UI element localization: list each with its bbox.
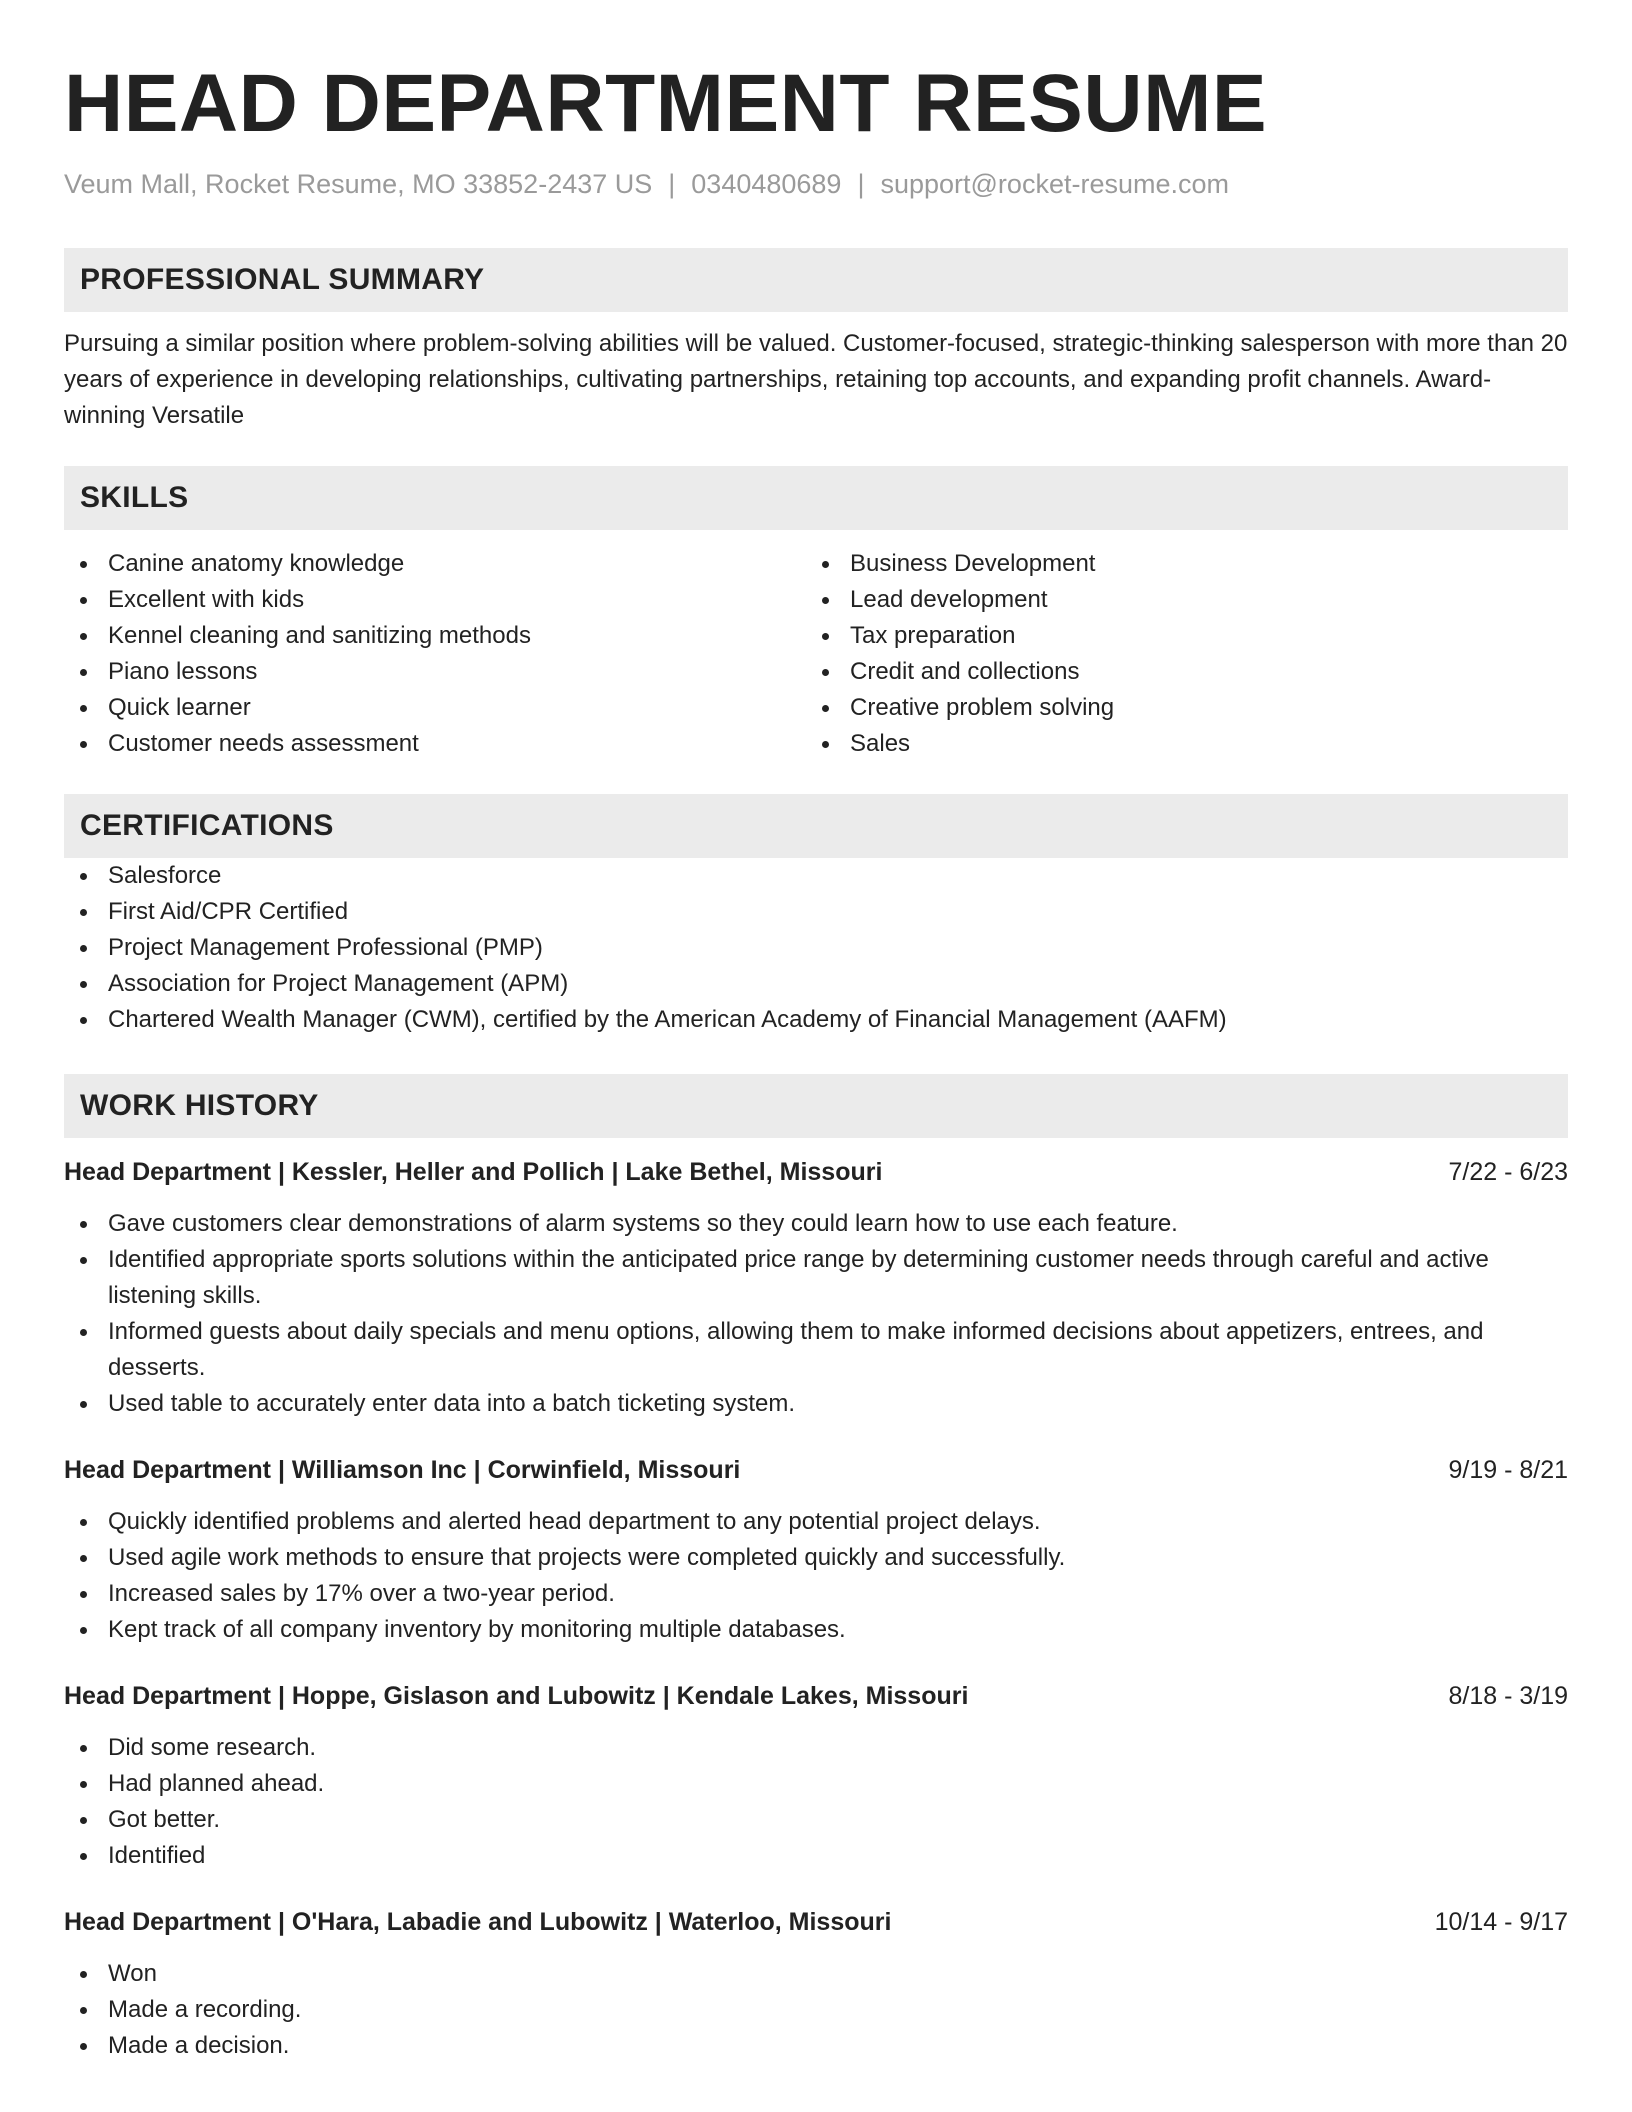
skills-list-left [64, 546, 806, 762]
skill-item: Canine anatomy knowledge [64, 546, 806, 582]
contact-separator: | [668, 169, 676, 199]
job-bullets [64, 1730, 1568, 1874]
skill-item: Customer needs assessment [64, 726, 806, 762]
work-history-header [64, 1074, 1568, 1138]
job-bullet: Informed guests about daily specials and menu options, allowing them to make informed decisions about appetizers, entrees, and desserts. [64, 1314, 1568, 1386]
job-entry [64, 1678, 1568, 1874]
summary-header [64, 248, 1568, 312]
skills-heading: SKILLS [80, 481, 189, 514]
job-dates: 10/14 - 9/17 [1434, 1908, 1568, 1936]
skills-list-right [806, 546, 1548, 762]
summary-heading: PROFESSIONAL SUMMARY [80, 263, 485, 296]
job-header [64, 1678, 1568, 1714]
resume-page [64, 0, 1568, 2064]
job-dates: 9/19 - 8/21 [1448, 1456, 1568, 1484]
job-bullet: Identified appropriate sports solutions within the anticipated price range by determining customer needs through careful and active listening skills. [64, 1242, 1568, 1314]
resume-title: HEAD DEPARTMENT RESUME [64, 58, 1268, 149]
job-bullet: Won [64, 1956, 1568, 1992]
job-title: Head Department | O'Hara, Labadie and Lubowitz | Waterloo, Missouri [64, 1908, 892, 1936]
contact-email: support@rocket-resume.com [880, 169, 1229, 199]
skill-item: Sales [806, 726, 1548, 762]
skill-item: Tax preparation [806, 618, 1548, 654]
job-bullet: Quickly identified problems and alerted head department to any potential project delays. [64, 1504, 1568, 1540]
skills-section [64, 466, 1568, 762]
certification-item: Project Management Professional (PMP) [64, 930, 1568, 966]
work-history-heading: WORK HISTORY [80, 1089, 319, 1122]
contact-line [64, 168, 1568, 200]
skills-grid [64, 546, 1568, 762]
job-title: Head Department | Kessler, Heller and Pollich | Lake Bethel, Missouri [64, 1158, 883, 1186]
skill-item: Creative problem solving [806, 690, 1548, 726]
job-dates: 8/18 - 3/19 [1448, 1682, 1568, 1710]
job-bullet: Identified [64, 1838, 1568, 1874]
skill-item: Credit and collections [806, 654, 1548, 690]
job-bullet: Used agile work methods to ensure that projects were completed quickly and successfully. [64, 1540, 1568, 1576]
summary-section [64, 248, 1568, 434]
job-bullets [64, 1206, 1568, 1422]
job-bullet: Used table to accurately enter data into a batch ticketing system. [64, 1386, 1568, 1422]
job-entry [64, 1904, 1568, 2064]
job-header [64, 1904, 1568, 1940]
job-bullet: Gave customers clear demonstrations of alarm systems so they could learn how to use each feature. [64, 1206, 1568, 1242]
job-bullet: Increased sales by 17% over a two-year period. [64, 1576, 1568, 1612]
skill-item: Piano lessons [64, 654, 806, 690]
job-header [64, 1452, 1568, 1488]
skill-item: Quick learner [64, 690, 806, 726]
job-bullet: Kept track of all company inventory by monitoring multiple databases. [64, 1612, 1568, 1648]
job-header [64, 1154, 1568, 1190]
job-entry [64, 1452, 1568, 1648]
certifications-header [64, 794, 1568, 858]
contact-phone: 0340480689 [691, 169, 842, 199]
skill-item: Excellent with kids [64, 582, 806, 618]
certifications-heading: CERTIFICATIONS [80, 809, 334, 842]
job-bullet: Had planned ahead. [64, 1766, 1568, 1802]
job-dates: 7/22 - 6/23 [1448, 1158, 1568, 1186]
skills-header [64, 466, 1568, 530]
job-bullet: Made a recording. [64, 1992, 1568, 2028]
certification-item: Salesforce [64, 858, 1568, 894]
job-title: Head Department | Hoppe, Gislason and Lubowitz | Kendale Lakes, Missouri [64, 1682, 969, 1710]
job-bullet: Made a decision. [64, 2028, 1568, 2064]
certifications-list [64, 858, 1568, 1038]
contact-address: Veum Mall, Rocket Resume, MO 33852-2437 US [64, 169, 653, 199]
skill-item: Business Development [806, 546, 1548, 582]
job-bullets [64, 1956, 1568, 2064]
skill-item: Lead development [806, 582, 1548, 618]
skill-item: Kennel cleaning and sanitizing methods [64, 618, 806, 654]
contact-separator: | [857, 169, 865, 199]
job-title: Head Department | Williamson Inc | Corwinfield, Missouri [64, 1456, 741, 1484]
certification-item: Chartered Wealth Manager (CWM), certified by the American Academy of Financial Management (AAFM) [64, 1002, 1568, 1038]
job-bullet: Got better. [64, 1802, 1568, 1838]
certification-item: Association for Project Management (APM) [64, 966, 1568, 1002]
certification-item: First Aid/CPR Certified [64, 894, 1568, 930]
summary-text: Pursuing a similar position where problem-solving abilities will be valued. Customer-focused, strategic-thinking salesperson with more than 20 years of experience in developing relationships, cultivating partnerships, retaining top accounts, and expanding profit channels. Award-winning Versatile [64, 330, 1568, 429]
job-entry [64, 1154, 1568, 1422]
job-bullets [64, 1504, 1568, 1648]
work-history-section [64, 1074, 1568, 2064]
job-bullet: Did some research. [64, 1730, 1568, 1766]
certifications-section [64, 794, 1568, 1038]
